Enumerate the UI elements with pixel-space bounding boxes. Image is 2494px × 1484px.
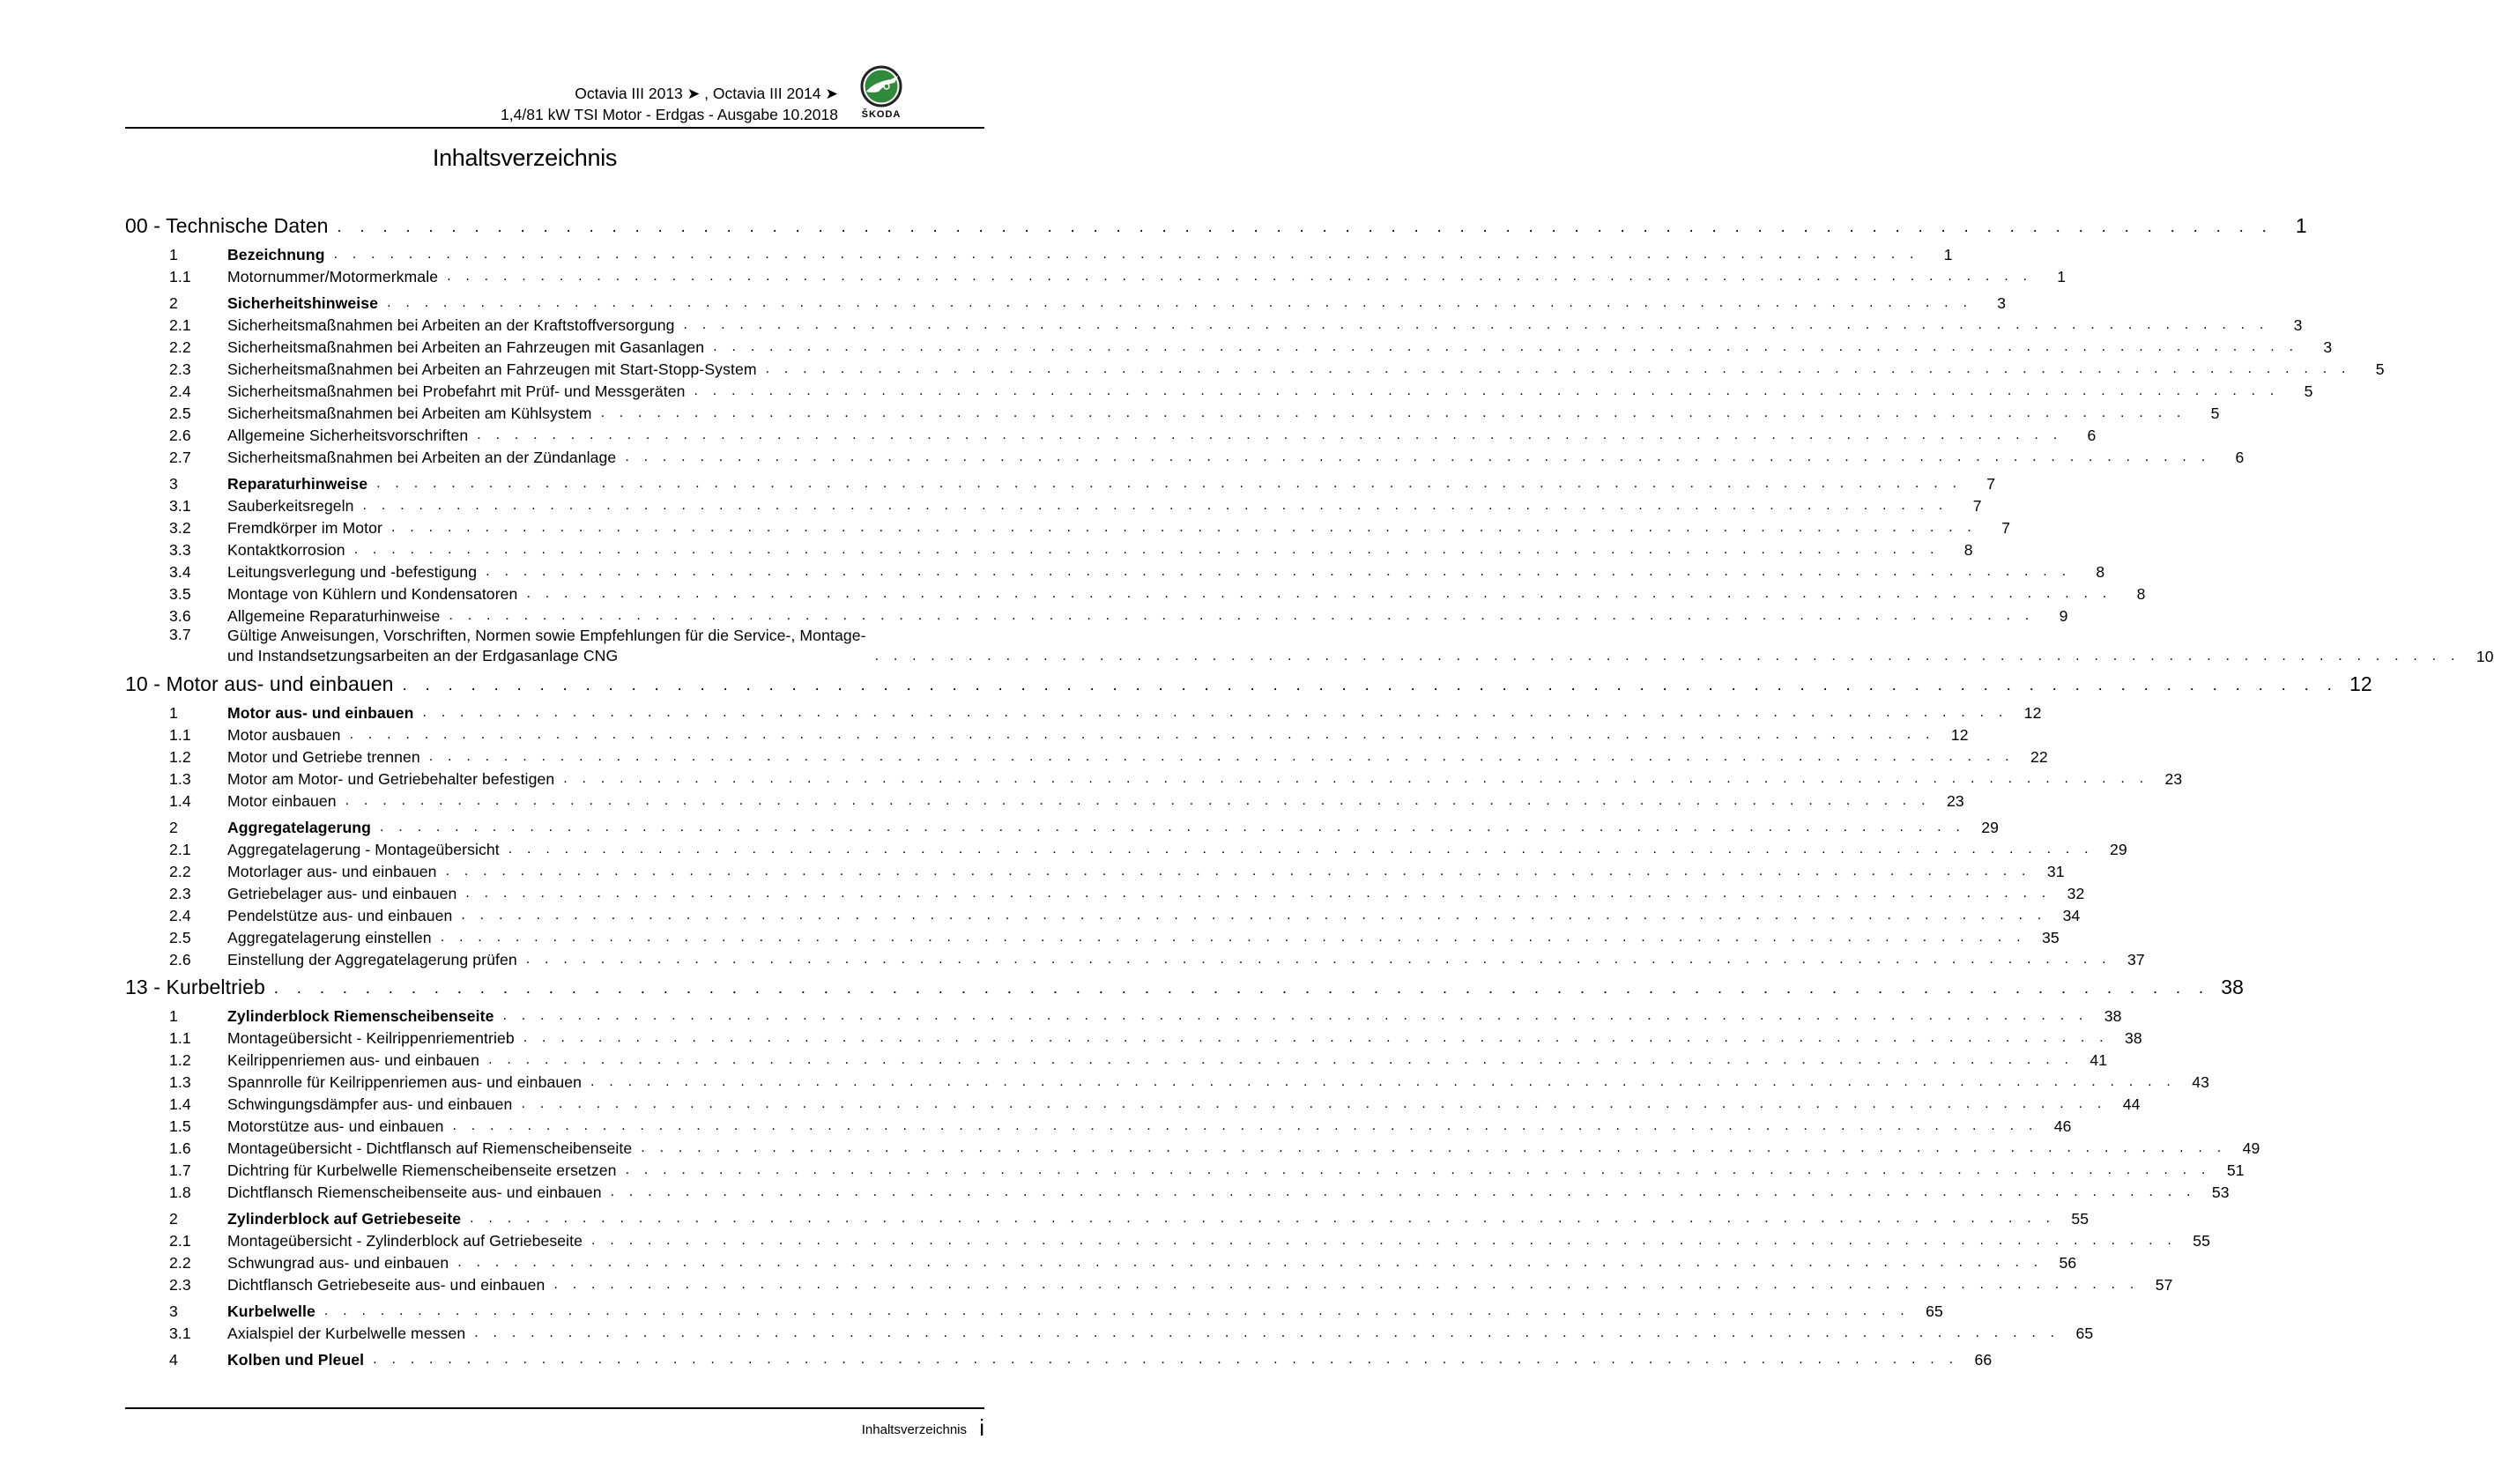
toc-subsection-entry[interactable] <box>125 1158 2245 1180</box>
toc-subsection-entry[interactable] <box>125 881 2085 903</box>
toc-subsection-entry[interactable] <box>125 1070 2210 1092</box>
toc-entry-title: Dichtring für Kurbelwelle Riemenscheibenseite ersetzen <box>227 1161 617 1179</box>
toc-leader-dots: . . . . . . . . . . . . . . . . . . . . . . . . . . . . . . . . . . . . . . . . . . . . . . . . . . . . . . . . . . . . . . . . . . . . . . . . . . . . . . . . . . . . . <box>391 520 1978 535</box>
toc-entry-title: Montage von Kühlern und Kondensatoren <box>227 585 518 603</box>
toc-entry-title: Motornummer/Motormerkmale <box>227 268 439 286</box>
toc-entry-title: Motorlager aus- und einbauen <box>227 863 437 880</box>
toc-entry-title: Keilrippenriemen aus- und einbauen <box>227 1051 480 1069</box>
toc-page-number: 38 <box>2125 1029 2142 1047</box>
toc-page-number: 6 <box>2087 427 2097 444</box>
toc-entry-title: Kolben und Pleuel <box>227 1351 365 1369</box>
toc-subsection-entry[interactable] <box>125 1136 2260 1158</box>
toc-subsection-entry[interactable] <box>125 1273 2173 1295</box>
toc-leader-dots: . . . . . . . . . . . . . . . . . . . . . . . . . . . . . . . . . . . . . . . . . . . . . . . . . . . . . . . . . . . . . . . . . . . . . . . . . . . . . . . . . . . . . <box>521 1096 2107 1111</box>
toc-entry-title: Sicherheitsmaßnahmen bei Arbeiten an Fahrzeugen mit Start-Stopp-System <box>227 360 757 378</box>
toc-entry-number: 2 <box>169 294 178 312</box>
toc-page-number: 12 <box>1950 726 1969 744</box>
toc-page-number: 12 <box>2023 704 2042 722</box>
toc-leader-dots: . . . . . . . . . . . . . . . . . . . . . . . . . . . . . . . . . . . . . . . . . . . . . . . . . . . . . . . . . . . . . . . . . . . . . . . . . . . . . . . . . . . . . <box>376 476 1963 491</box>
toc-leader-dots: . . . . . . . . . . . . . . . . . . . . . . . . . . . . . . . . . . . . . . . . . . . . . . . . . . . . . . . . . . . . . . . . . . . . . . . . . . . . . . . . . . . . . <box>683 317 2269 332</box>
toc-leader-dots: . . . . . . . . . . . . . . . . . . . . . . . . . . . . . . . . . . . . . . . . . . . . . . . . . . . . . . . . . . . . . . . . . . . . . . . . . . . . . . . . . . . . . <box>457 1255 2044 1270</box>
toc-entry-number: 1.7 <box>169 1161 191 1179</box>
toc-entry-title: Sicherheitshinweise <box>227 294 379 312</box>
toc-entry-number: 3.5 <box>169 585 191 603</box>
toc-subsection-entry[interactable] <box>125 335 2333 357</box>
toc-page-number: 29 <box>1981 819 2000 836</box>
toc-subsection-entry[interactable] <box>125 1048 2108 1070</box>
toc-entry-title: Motor einbauen <box>227 792 337 810</box>
toc-entry-title: Sicherheitsmaßnahmen bei Arbeiten an der Kraftstoffversorgung <box>227 316 675 334</box>
toc-section-entry[interactable] <box>125 242 1953 264</box>
toc-entry-number: 1.1 <box>169 268 191 286</box>
toc-page-number: 29 <box>2110 841 2127 858</box>
toc-entry-title: Motor am Motor- und Getriebehalter befestigen <box>227 770 555 788</box>
toc-entry-title: Schwungrad aus- und einbauen <box>227 1254 449 1272</box>
toc-entry-title: Schwingungsdämpfer aus- und einbauen <box>227 1095 513 1113</box>
toc-entry-number: 3 <box>169 1302 178 1320</box>
toc-entry-title: Kontaktkorrosion <box>227 541 345 559</box>
toc-entry-number: 1.1 <box>169 726 191 744</box>
toc-page-number: 65 <box>2075 1324 2094 1342</box>
toc-entry-number: 3.4 <box>169 563 191 581</box>
toc-page-number: 65 <box>1926 1302 1943 1320</box>
toc-page-number: 41 <box>2089 1051 2108 1069</box>
toc-page-number: 6 <box>2235 449 2245 466</box>
toc-entry-number: 1.8 <box>169 1183 191 1201</box>
toc-page-number: 56 <box>2059 1254 2077 1272</box>
toc-entry-number: 2.3 <box>169 360 191 378</box>
toc-leader-dots: . . . . . . . . . . . . . . . . . . . . . . . . . . . . . . . . . . . . . . . . . . . . . . . . . . . . . . . . . . . . . . . . . . . . . . . . . . . . . . . . . . . . . <box>600 405 2186 420</box>
toc-leader-dots: . . . . . . . . . . . . . . . . . . . . . . . . . . . . . . . . . . . . . . . . . . . . . . . . . . . . . . . . . . . . . . . . . . . . . . . . . . . . . . . . . . . . . <box>465 886 2052 901</box>
toc-leader-dots: . . . . . . . . . . . . . . . . . . . . . . . . . . . . . . . . . . . . . . . . . . . . . . . . . . . . . . . . . . . . . . . . . . . . . . . . . . . . . . . . . . . . . <box>449 608 2035 623</box>
toc-subsection-entry[interactable] <box>125 604 2068 626</box>
toc-section-entry[interactable] <box>125 701 2042 723</box>
toc-entry-title: Motor aus- und einbauen <box>227 704 414 722</box>
header-divider <box>125 127 984 129</box>
toc-page-number: 5 <box>2210 404 2220 422</box>
toc-entry-title: Motorstütze aus- und einbauen <box>227 1117 444 1135</box>
toc-chapter-title: 13 - Kurbeltrieb <box>125 976 265 998</box>
toc-entry-title: Aggregatelagerung einstellen <box>227 929 432 946</box>
toc-subsection-entry[interactable] <box>125 1250 2077 1273</box>
toc-chapter-heading[interactable] <box>125 666 2372 696</box>
toc-leader-dots: . . . . . . . . . . . . . . . . . . . . . . . . . . . . . . . . . . . . . . . . . . . . . . . . . . . . . . . . . . . . . . . . . . . . . . . . . . . . . . . . . . . . . <box>525 952 2112 967</box>
toc-entry-title: Pendelstütze aus- und einbauen <box>227 907 453 924</box>
toc-entry-title-block <box>227 626 866 666</box>
toc-subsection-entry[interactable] <box>125 1228 2211 1250</box>
toc-entry-title: Dichtflansch Getriebeseite aus- und einbauen <box>227 1276 546 1294</box>
toc-entry-number: 3 <box>169 475 178 493</box>
toc-page-number: 1 <box>2295 214 2307 237</box>
toc-entry-title: Zylinderblock Riemenscheibenseite <box>227 1007 494 1025</box>
toc-entry-title: Spannrolle für Keilrippenriemen aus- und einbauen <box>227 1073 582 1091</box>
toc-leader-dots: . . . . . . . . . . . . . . . . . . . . . . . . . . . . . . . . . . . . . . . . . . . . . . . . . . . . . . . . . . . . . . . . . . . . . . . . . . . . . . . . . . . . . <box>765 361 2351 376</box>
toc-subsection-entry[interactable] <box>125 925 2060 947</box>
toc-entry-number: 3.3 <box>169 541 191 559</box>
toc-entry-title: Fremdkörper im Motor <box>227 519 383 537</box>
header-engine-line: 1,4/81 kW TSI Motor - Erdgas - Ausgabe 10.2018 <box>501 106 838 123</box>
toc-chapter-title: 10 - Motor aus- und einbauen <box>125 672 394 695</box>
toc-entry-number: 2.1 <box>169 316 191 334</box>
toc-page-number: 49 <box>2242 1139 2260 1157</box>
footer-page-number: i <box>979 1414 984 1441</box>
toc-entry-title: Axialspiel der Kurbelwelle messen <box>227 1324 466 1342</box>
toc-entry-title: Allgemeine Reparaturhinweise <box>227 607 441 625</box>
toc-subsection-entry[interactable] <box>125 560 2105 582</box>
footer-section-label: Inhaltsverzeichnis <box>861 1422 967 1437</box>
toc-leader-dots: . . . . . . . . . . . . . . . . . . . . . . . . . . . . . . . . . . . . . . . . . . . . . . . . . . . . . . . . . . . . . . . . . . . . . . . . . . . . . . . . . . . . . <box>694 383 2280 398</box>
toc-page-number: 22 <box>2030 748 2048 766</box>
toc-entry-title: Sicherheitsmaßnahmen bei Arbeiten an der Zündanlage <box>227 449 617 466</box>
toc-entry-title: Montageübersicht - Keilrippenriementrieb <box>227 1029 515 1047</box>
toc-leader-dots: . . . . . . . . . . . . . . . . . . . . . . . . . . . . . . . . . . . . . . . . . . . . . . . . . . . . . . . . . . . . . . . . . . . . . . . . . . . . . . . . . . . . . <box>477 427 2063 442</box>
toc-entry-number: 2.6 <box>169 427 191 444</box>
toc-leader-dots: . . . . . . . . . . . . . . . . . . . . . . . . . . . . . . . . . . . . . . . . . . . . . . . . . . . . . . . . . . . . . . . . . . . . . . . . . . . . . . . . . . . . . <box>333 247 1919 262</box>
toc-entry-number: 3.1 <box>169 497 191 515</box>
toc-page-number: 55 <box>2071 1210 2089 1228</box>
toc-page-number: 23 <box>2164 770 2183 788</box>
toc-subsection-entry[interactable] <box>125 423 2097 445</box>
toc-leader-dots: . . . . . . . . . . . . . . . . . . . . . . . . . . . . . . . . . . . . . . . . . . . . . . . . . . . . . . . . . . . . . . . . . . . . . . . . . . . . . . . . . . . . . <box>625 1162 2211 1177</box>
toc-subsection-entry[interactable] <box>125 401 2220 423</box>
toc-subsection-entry[interactable] <box>125 582 2146 604</box>
toc-entry-number: 2.6 <box>169 951 191 968</box>
toc-leader-dots: . . . . . . . . . . . . . . . . . . . . . . . . . . . . . . . . . . . . . . . . . . . . . . . . . . . . . . . . . . . . . . . . . . . . . . . . . . . . . . . . . . . . . <box>713 339 2299 354</box>
table-of-contents <box>125 208 2494 1369</box>
toc-entry-number: 2.2 <box>169 1254 191 1272</box>
toc-entry-number: 2.3 <box>169 885 191 902</box>
toc-entry-number: 1.3 <box>169 1073 191 1091</box>
toc-subsection-entry[interactable] <box>125 947 2145 969</box>
toc-page-number: 1 <box>1943 246 1953 263</box>
toc-leader-dots: . . . . . . . . . . . . . . . . . . . . . . . . . . . . . . . . . . . . . . . . . . . . . . . . . . . . . . . . . . . . . . . . . . . . . . . . . . . . . . . . . . . . . <box>625 449 2211 464</box>
toc-page-number: 35 <box>2041 929 2060 946</box>
toc-leader-dots: . . . . . . . . . . . . . . . . . . . . . . . . . . . . . . . . . . . . . . . . . . . . . . . . . . . . . . . . . . . . . . . . . . . . . . . . . . . . . . . . . . . . . <box>590 1074 2177 1089</box>
toc-page-number: 38 <box>2221 976 2245 998</box>
toc-entry-title: Sauberkeitsregeln <box>227 497 354 515</box>
toc-leader-dots: . . . . . . . . . . . . . . . . . . . . . . . . . . . . . . . . . . . . . . . . . . . . . . . . . . . . . . . . . . . . . . . . . . . . . . . . . . . . . . . . . . . . . <box>641 1140 2227 1155</box>
toc-entry-title: Leitungsverlegung und -befestigung <box>227 563 478 581</box>
toc-page-number: 5 <box>2304 382 2313 400</box>
toc-entry-title: Aggregatelagerung <box>227 819 371 836</box>
toc-page-number: 5 <box>2375 360 2385 378</box>
toc-leader-dots: . . . . . . . . . . . . . . . . . . . . . . . . . . . . . . . . . . . . . . . . . . . . . . . . . . . . . . . . . . . . . . . . . . . . . . . . . . . . . . . . . . . . . <box>488 1052 2075 1067</box>
toc-entry-number: 1.5 <box>169 1117 191 1135</box>
toc-chapter <box>125 208 2494 666</box>
toc-chapter <box>125 666 2372 969</box>
toc-section-entry[interactable] <box>125 471 1996 493</box>
toc-page-number: 8 <box>1963 541 1973 559</box>
toc-leader-dots: . . . . . . . . . . . . . . . . . . . . . . . . . . . . . . . . . . . . . . . . . . . . . . . . . . . . . . . . . . . . . . . . . . . . . . . . . . . . . . . . . . . . . <box>445 864 2031 879</box>
toc-page-number: 1 <box>2057 268 2067 286</box>
toc-leader-dots: . . . . . . . . . . . . . . . . . . . . . . . . . . . . . . . . . . . . . . . . . . . . . . . . . . . . . . . . . . . . . . . . . . . . . . . . . . . . . . . . . . . . . <box>502 1008 2089 1023</box>
toc-page-number: 10 <box>2475 648 2494 665</box>
toc-section-entry[interactable] <box>125 291 2007 313</box>
toc-section-entry[interactable] <box>125 1299 1943 1321</box>
toc-leader-dots: . . . . . . . . . . . . . . . . . . . . . . . . . . . . . . . . . . . . . . . . . . . . . . . . . . . . . . . . . . . . . . . . . . . . . . . . . . . . . . . . . . . . . <box>610 1184 2196 1199</box>
toc-page-number: 31 <box>2046 863 2065 880</box>
toc-subsection-entry[interactable] <box>125 723 1969 745</box>
toc-leader-dots: . . . . . . . . . . . . . . . . . . . . . . . . . . . . . . . . . . . . . . . . . . . . . . . . . . . . . . . . . . . . . . . . . . . . . . . . . . . . . . . . . . . . . <box>353 542 1940 557</box>
toc-entry-number: 1.2 <box>169 1051 191 1069</box>
toc-subsection-entry[interactable] <box>125 837 2127 859</box>
toc-entry-number: 1 <box>169 704 178 722</box>
toc-entry-number: 2.5 <box>169 929 191 946</box>
toc-entry-number: 3.7 <box>169 626 191 643</box>
toc-entry-title-continued: und Instandsetzungsarbeiten an der Erdgasanlage CNG <box>227 647 619 664</box>
toc-leader-dots: . . . . . . . . . . . . . . . . . . . . . . . . . . . . . . . . . . . . . . . . . . . . . . . . . . . . . . . . . . . . . . . . . . . . . . . . . . . . . . . . . . . . . <box>523 1030 2109 1045</box>
toc-chapter-heading[interactable] <box>125 969 2245 999</box>
toc-entry-number: 1 <box>169 246 178 263</box>
toc-entry-number: 1.4 <box>169 792 191 810</box>
toc-chapter-heading[interactable] <box>125 208 2307 238</box>
toc-entry-number: 2.4 <box>169 907 191 924</box>
toc-leader-dots: . . . . . . . . . . . . . . . . . . . . . . . . . . . . . . . . . . . . . . . . . . . . . . . . . . . . . . . . . . . . . . . . . . . . . . . . . . . . . . . . . . . . . <box>345 793 1931 808</box>
skoda-logo <box>852 65 910 125</box>
toc-leader-dots: . . . . . . . . . . . . . . . . . . . . . . . . . . . . . . . . . . . . . . . . . . . . . . . . . . . . . . . . . . . . . . . . . . . . . . . . . . . . . . . . . . . . . <box>470 1211 2056 1226</box>
toc-leader-dots: . . . . . . . . . . . . . . . . . . . . . . . . . . . . . . . . . . . . . . . . . . . . . . . . . . . . . . . . . . . . . . . . . . . . . . . . . . . . . . . . . . . . . <box>337 218 2274 235</box>
toc-page-number: 57 <box>2155 1276 2173 1294</box>
toc-entry-title: Zylinderblock auf Getriebeseite <box>227 1210 462 1228</box>
toc-entry-number: 1.3 <box>169 770 191 788</box>
toc-subsection-entry[interactable] <box>125 1092 2141 1114</box>
toc-subsection-entry[interactable] <box>125 516 2011 538</box>
toc-entry-title: Dichtflansch Riemenscheibenseite aus- und einbauen <box>227 1183 602 1201</box>
toc-subsection-entry[interactable] <box>125 445 2245 467</box>
toc-entry-number: 2.3 <box>169 1276 191 1294</box>
toc-leader-dots: . . . . . . . . . . . . . . . . . . . . . . . . . . . . . . . . . . . . . . . . . . . . . . . . . . . . . . . . . . . . . . . . . . . . . . . . . . . . . . . . . . . . . <box>461 908 2047 923</box>
toc-entry-number: 4 <box>169 1351 178 1369</box>
toc-subsection-entry[interactable] <box>125 1321 2094 1343</box>
toc-leader-dots: . . . . . . . . . . . . . . . . . . . . . . . . . . . . . . . . . . . . . . . . . . . . . . . . . . . . . . . . . . . . . . . . . . . . . . . . . . . . . . . . . . . . . <box>373 1352 1959 1367</box>
toc-page-number: 51 <box>2226 1161 2245 1179</box>
toc-entry-number: 1 <box>169 1007 178 1025</box>
toc-entry-title: Sicherheitsmaßnahmen bei Probefahrt mit Prüf- und Messgeräten <box>227 382 686 400</box>
toc-entry-title: Getriebelager aus- und einbauen <box>227 885 457 902</box>
toc-subsection-entry[interactable] <box>125 767 2183 789</box>
toc-entry-title: Sicherheitsmaßnahmen bei Arbeiten am Kühlsystem <box>227 404 592 422</box>
toc-entry-number: 3.2 <box>169 519 191 537</box>
toc-subsection-entry[interactable] <box>125 859 2065 881</box>
toc-page-number: 44 <box>2122 1095 2141 1113</box>
toc-leader-dots: . . . . . . . . . . . . . . . . . . . . . . . . . . . . . . . . . . . . . . . . . . . . . . . . . . . . . . . . . . . . . . . . . . . . . . . . . . . . . . . . . . . . . <box>526 586 2112 601</box>
toc-subsection-entry[interactable] <box>125 1180 2230 1202</box>
toc-entry-title: Montageübersicht - Zylinderblock auf Getriebeseite <box>227 1232 583 1250</box>
toc-leader-dots: . . . . . . . . . . . . . . . . . . . . . . . . . . . . . . . . . . . . . . . . . . . . . . . . . . . . . . . . . . . . . . . . . . . . . . . . . . . . . . . . . . . . . <box>447 269 2033 284</box>
toc-page-number: 7 <box>2001 519 2011 537</box>
toc-entry-title: Reparaturhinweise <box>227 475 368 493</box>
toc-subsection-entry[interactable] <box>125 357 2385 379</box>
toc-entry-number: 2.5 <box>169 404 191 422</box>
toc-section-entry[interactable] <box>125 815 2000 837</box>
toc-section-entry[interactable] <box>125 1206 2089 1228</box>
toc-entry-title: Kurbelwelle <box>227 1302 315 1320</box>
toc-leader-dots: . . . . . . . . . . . . . . . . . . . . . . . . . . . . . . . . . . . . . . . . . . . . . . . . . . . . . . . . . . . . . . . . . . . . . . . . . . . . . . . . . . . . . <box>874 649 2461 664</box>
toc-page-number: 43 <box>2192 1073 2210 1091</box>
toc-leader-dots: . . . . . . . . . . . . . . . . . . . . . . . . . . . . . . . . . . . . . . . . . . . . . . . . . . . . . . . . . . . . . . . . . . . . . . . . . . . . . . . . . . . . . <box>323 1303 1910 1318</box>
toc-leader-dots: . . . . . . . . . . . . . . . . . . . . . . . . . . . . . . . . . . . . . . . . . . . . . . . . . . . . . . . . . . . . . . . . . . . . . . . . . . . . . . . . . . . . . <box>273 979 2211 997</box>
toc-page-number: 3 <box>2323 338 2333 356</box>
toc-leader-dots: . . . . . . . . . . . . . . . . . . . . . . . . . . . . . . . . . . . . . . . . . . . . . . . . . . . . . . . . . . . . . . . . . . . . . . . . . . . . . . . . . . . . . <box>402 676 2339 694</box>
header-model-line: Octavia III 2013 ➤ , Octavia III 2014 ➤ <box>575 85 838 102</box>
toc-page-number: 37 <box>2127 951 2145 968</box>
toc-page-number: 3 <box>1997 294 2007 312</box>
toc-subsection-entry[interactable] <box>125 789 1964 811</box>
toc-entry-title: Allgemeine Sicherheitsvorschriften <box>227 427 469 444</box>
toc-chapter <box>125 969 2260 1369</box>
toc-section-entry[interactable] <box>125 1347 1993 1369</box>
toc-section-entry[interactable] <box>125 1004 2122 1026</box>
toc-page-number: 34 <box>2062 907 2081 924</box>
toc-page-number: 23 <box>1946 792 1964 810</box>
toc-entry-number: 1.4 <box>169 1095 191 1113</box>
toc-entry-number: 2.7 <box>169 449 191 466</box>
toc-leader-dots: . . . . . . . . . . . . . . . . . . . . . . . . . . . . . . . . . . . . . . . . . . . . . . . . . . . . . . . . . . . . . . . . . . . . . . . . . . . . . . . . . . . . . <box>428 749 2015 764</box>
toc-subsection-entry[interactable] <box>125 1114 2072 1136</box>
toc-entry-title: Motor ausbauen <box>227 726 341 744</box>
header-text <box>501 83 838 125</box>
toc-entry-number: 2 <box>169 819 178 836</box>
toc-subsection-entry[interactable] <box>125 745 2048 767</box>
toc-leader-dots: . . . . . . . . . . . . . . . . . . . . . . . . . . . . . . . . . . . . . . . . . . . . . . . . . . . . . . . . . . . . . . . . . . . . . . . . . . . . . . . . . . . . . <box>422 705 2008 720</box>
toc-entry-title: Motor und Getriebe trennen <box>227 748 420 766</box>
toc-leader-dots: . . . . . . . . . . . . . . . . . . . . . . . . . . . . . . . . . . . . . . . . . . . . . . . . . . . . . . . . . . . . . . . . . . . . . . . . . . . . . . . . . . . . . <box>380 820 1966 835</box>
toc-entry-title: Einstellung der Aggregatelagerung prüfen <box>227 951 517 968</box>
toc-leader-dots: . . . . . . . . . . . . . . . . . . . . . . . . . . . . . . . . . . . . . . . . . . . . . . . . . . . . . . . . . . . . . . . . . . . . . . . . . . . . . . . . . . . . . <box>440 930 2026 945</box>
toc-leader-dots: . . . . . . . . . . . . . . . . . . . . . . . . . . . . . . . . . . . . . . . . . . . . . . . . . . . . . . . . . . . . . . . . . . . . . . . . . . . . . . . . . . . . . <box>349 727 1935 742</box>
toc-leader-dots: . . . . . . . . . . . . . . . . . . . . . . . . . . . . . . . . . . . . . . . . . . . . . . . . . . . . . . . . . . . . . . . . . . . . . . . . . . . . . . . . . . . . . <box>486 564 2072 579</box>
toc-entry-title: Sicherheitsmaßnahmen bei Arbeiten an Fahrzeugen mit Gasanlagen <box>227 338 705 356</box>
toc-chapter-title: 00 - Technische Daten <box>125 214 329 237</box>
toc-entry-number: 2.1 <box>169 1232 191 1250</box>
toc-page-number: 32 <box>2067 885 2085 902</box>
page-title: Inhaltsverzeichnis <box>432 145 618 171</box>
toc-page-number: 3 <box>2293 316 2303 334</box>
toc-page-number: 8 <box>2096 563 2105 581</box>
toc-entry-title: Bezeichnung <box>227 246 325 263</box>
toc-subsection-entry[interactable] <box>125 313 2303 335</box>
toc-subsection-entry[interactable] <box>125 626 2494 666</box>
toc-leader-dots: . . . . . . . . . . . . . . . . . . . . . . . . . . . . . . . . . . . . . . . . . . . . . . . . . . . . . . . . . . . . . . . . . . . . . . . . . . . . . . . . . . . . . <box>563 771 2149 786</box>
toc-subsection-entry[interactable] <box>125 379 2313 401</box>
toc-entry-number: 2.1 <box>169 841 191 858</box>
toc-entry-number: 2.2 <box>169 338 191 356</box>
toc-page-number: 38 <box>2104 1007 2122 1025</box>
toc-entry-number: 3.6 <box>169 607 191 625</box>
toc-page-number: 9 <box>2059 607 2068 625</box>
toc-page-number: 46 <box>2053 1117 2072 1135</box>
toc-leader-dots: . . . . . . . . . . . . . . . . . . . . . . . . . . . . . . . . . . . . . . . . . . . . . . . . . . . . . . . . . . . . . . . . . . . . . . . . . . . . . . . . . . . . . <box>508 842 2094 857</box>
toc-entry-title: Aggregatelagerung - Montageübersicht <box>227 841 500 858</box>
toc-page-number: 55 <box>2193 1232 2211 1250</box>
toc-entry-number: 1.1 <box>169 1029 191 1047</box>
toc-entry-number: 1.2 <box>169 748 191 766</box>
toc-page-number: 8 <box>2136 585 2146 603</box>
toc-leader-dots: . . . . . . . . . . . . . . . . . . . . . . . . . . . . . . . . . . . . . . . . . . . . . . . . . . . . . . . . . . . . . . . . . . . . . . . . . . . . . . . . . . . . . <box>387 295 1973 310</box>
toc-entry-number: 2.4 <box>169 382 191 400</box>
toc-page-number: 53 <box>2211 1183 2230 1201</box>
toc-subsection-entry[interactable] <box>125 1026 2142 1048</box>
toc-entry-title: Gültige Anweisungen, Vorschriften, Normen sowie Empfehlungen für die Service-, Montage- <box>227 627 866 644</box>
toc-page-number: 7 <box>1972 497 1982 515</box>
toc-page-number: 7 <box>1986 475 1996 493</box>
toc-subsection-entry[interactable] <box>125 538 1973 560</box>
toc-leader-dots: . . . . . . . . . . . . . . . . . . . . . . . . . . . . . . . . . . . . . . . . . . . . . . . . . . . . . . . . . . . . . . . . . . . . . . . . . . . . . . . . . . . . . <box>474 1325 2060 1340</box>
toc-entry-title: Montageübersicht - Dichtflansch auf Riemenscheibenseite <box>227 1139 633 1157</box>
footer-divider <box>125 1407 984 1409</box>
toc-entry-number: 2.2 <box>169 863 191 880</box>
toc-page-number: 66 <box>1974 1351 1993 1369</box>
toc-entry-number: 3.1 <box>169 1324 191 1342</box>
toc-page-number: 12 <box>2349 672 2372 695</box>
toc-subsection-entry[interactable] <box>125 903 2081 925</box>
toc-leader-dots: . . . . . . . . . . . . . . . . . . . . . . . . . . . . . . . . . . . . . . . . . . . . . . . . . . . . . . . . . . . . . . . . . . . . . . . . . . . . . . . . . . . . . <box>553 1277 2140 1292</box>
toc-subsection-entry[interactable] <box>125 264 2067 286</box>
toc-leader-dots: . . . . . . . . . . . . . . . . . . . . . . . . . . . . . . . . . . . . . . . . . . . . . . . . . . . . . . . . . . . . . . . . . . . . . . . . . . . . . . . . . . . . . <box>452 1118 2038 1133</box>
toc-entry-number: 1.6 <box>169 1139 191 1157</box>
skoda-winged-arrow-logo-icon <box>852 65 910 109</box>
page-header <box>125 83 910 123</box>
toc-subsection-entry[interactable] <box>125 493 1982 516</box>
toc-entry-number: 2 <box>169 1210 178 1228</box>
toc-leader-dots: . . . . . . . . . . . . . . . . . . . . . . . . . . . . . . . . . . . . . . . . . . . . . . . . . . . . . . . . . . . . . . . . . . . . . . . . . . . . . . . . . . . . . <box>362 498 1948 513</box>
logo-wordmark: ŠKODA <box>861 109 902 120</box>
toc-leader-dots: . . . . . . . . . . . . . . . . . . . . . . . . . . . . . . . . . . . . . . . . . . . . . . . . . . . . . . . . . . . . . . . . . . . . . . . . . . . . . . . . . . . . . <box>591 1233 2178 1248</box>
